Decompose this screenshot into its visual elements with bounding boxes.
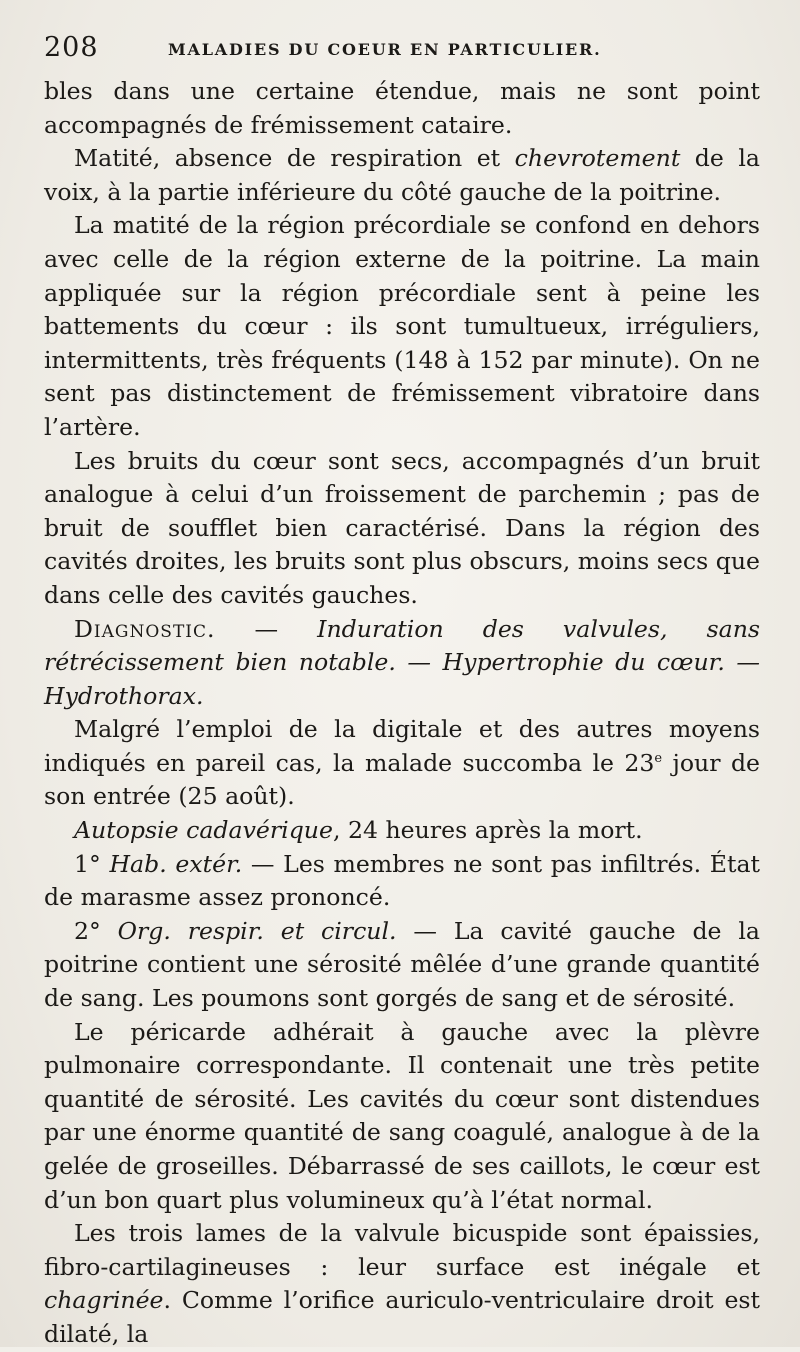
paragraph: La matité de la région précordiale se confond en dehors avec celle de la région externe de la poitrine. La main appliquée sur la région précordiale sent à peine les battements du cœur : ils sont tumultueux, irréguliers, intermittents, très fréquents (148 à 152 par minute). On ne sent pas distinctement de frémissement vibratoire dans l’artère. bbox=[44, 211, 760, 441]
diagnostic-heading: Diagnostic. bbox=[74, 614, 216, 643]
paragraph: 1° Hab. extér. — Les membres ne sont pas infiltrés. État de marasme assez prononcé. bbox=[44, 849, 760, 912]
paragraph-continuation: bles dans une certaine étendue, mais ne sont point accompagnés de frémissement cataire. bbox=[44, 77, 760, 139]
paragraph: Les trois lames de la valvule bicuspide sont épaissies, fibro-cartilagineuses : leur surface est inégale et chagrinée. Comme l’orifice auriculo-ventriculaire droit est dilaté, la bbox=[44, 1219, 760, 1348]
paragraph: Matité, absence de respiration et chevrotement de la voix, à la partie inférieure du côté gauche de la poitrine. bbox=[44, 144, 760, 206]
paragraph: 2° Org. respir. et circul. — La cavité gauche de la poitrine contient une sérosité mêlée d’une grande quantité de sang. Les poumons sont gorgés de sang et de sérosité. bbox=[44, 916, 760, 1013]
paragraph: Malgré l’emploi de la digitale et des autres moyens indiqués en pareil cas, la malade succomba le 23e jour de son entrée (25 août). bbox=[44, 715, 761, 811]
body-text bbox=[44, 75, 760, 1352]
page-number: 208 bbox=[44, 32, 99, 63]
diagnostic-paragraph: Diagnostic. — Induration des valvules, sans rétrécissement bien notable. — Hypertrophie du cœur. — Hydrothorax. bbox=[44, 614, 760, 710]
autopsy-heading: Autopsie cadavérique, 24 heures après la mort. bbox=[74, 816, 643, 845]
paragraph: Les bruits du cœur sont secs, accompagnés d’un bruit analogue à celui d’un froissement de parchemin ; pas de bruit de soufflet bien caractérisé. Dans la région des cavités droites, les bruits sont plus obscurs, moins secs que dans celle des cavités gauches. bbox=[44, 446, 760, 609]
paragraph: Le péricarde adhérait à gauche avec la plèvre pulmonaire correspondante. Il contenait une très petite quantité de sérosité. Les cavités du cœur sont distendues par une énorme quantité de sang coagulé, analogue à de la gelée de groseilles. Débarrassé de ses caillots, le cœur est d’un bon quart plus volumineux qu’à l’état normal. bbox=[44, 1017, 760, 1214]
page-header bbox=[44, 32, 760, 68]
running-title: MALADIES DU COEUR EN PARTICULIER. bbox=[168, 40, 602, 59]
